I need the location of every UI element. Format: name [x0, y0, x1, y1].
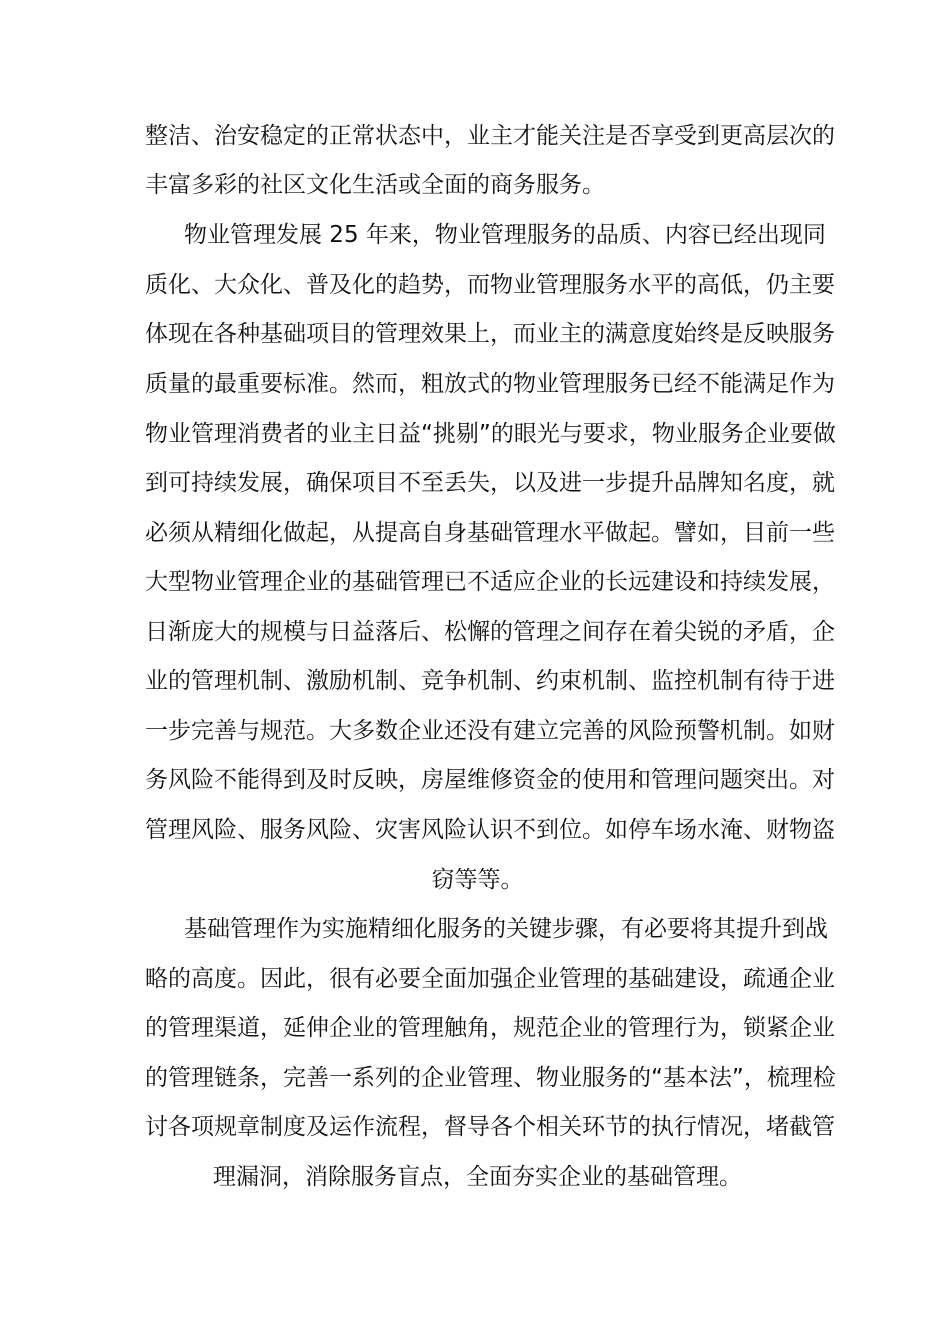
paragraph-2-line-9: 日渐庞大的规模与日益落后、松懈的管理之间存在着尖锐的矛盾，企	[145, 619, 835, 645]
paragraph-1-line-2: 丰富多彩的社区文化生活或全面的商务服务。	[145, 172, 605, 198]
paragraph-3-line-2: 略的高度。因此，很有必要全面加强企业管理的基础建设，疏通企业	[145, 966, 835, 992]
paragraph-2-line-1: 物业管理发展 25 年来，物业管理服务的品质、内容已经出现同	[184, 222, 826, 248]
paragraph-2-line-13: 管理风险、服务风险、灾害风险认识不到位。如停车场水淹、财物盗	[145, 817, 835, 843]
paragraph-2-line-11: 一步完善与规范。大多数企业还没有建立完善的风险预警机制。如财	[145, 718, 835, 744]
paragraph-2-line-12: 务风险不能得到及时反映，房屋维修资金的使用和管理问题突出。对	[145, 767, 835, 793]
paragraph-2-line-6: 到可持续发展，确保项目不至丢失，以及进一步提升品牌知名度，就	[145, 470, 835, 496]
paragraph-2-line-7: 必须从精细化做起，从提高自身基础管理水平做起。譬如，目前一些	[145, 520, 835, 546]
paragraph-2-line-2: 质化、大众化、普及化的趋势，而物业管理服务水平的高低，仍主要	[145, 272, 835, 298]
paragraph-1-line-1: 整洁、治安稳定的正常状态中，业主才能关注是否享受到更高层次的	[145, 123, 835, 149]
paragraph-2-line-8: 大型物业管理企业的基础管理已不适应企业的长远建设和持续发展，	[145, 569, 835, 595]
paragraph-3-line-1: 基础管理作为实施精细化服务的关键步骤，有必要将其提升到战	[184, 916, 828, 942]
paragraph-3-line-4: 的管理链条，完善一系列的企业管理、物业服务的“基本法”，梳理检	[145, 1065, 836, 1091]
paragraph-2-line-14: 窃等等。	[431, 867, 524, 893]
paragraph-2-line-5: 物业管理消费者的业主日益“挑剔”的眼光与要求，物业服务企业要做	[145, 421, 836, 447]
paragraph-3-line-6: 理漏洞，消除服务盲点，全面夯实企业的基础管理。	[213, 1164, 742, 1190]
paragraph-3-line-5: 讨各项规章制度及运作流程，督导各个相关环节的执行情况，堵截管	[145, 1114, 835, 1140]
paragraph-2-line-4: 质量的最重要标准。然而，粗放式的物业管理服务已经不能满足作为	[145, 371, 835, 397]
paragraph-2-line-3: 体现在各种基础项目的管理效果上，而业主的满意度始终是反映服务	[145, 321, 835, 347]
paragraph-3-line-3: 的管理渠道，延伸企业的管理触角，规范企业的管理行为，锁紧企业	[145, 1015, 835, 1041]
paragraph-2-line-10: 业的管理机制、激励机制、竞争机制、约束机制、监控机制有待于进	[145, 668, 835, 694]
